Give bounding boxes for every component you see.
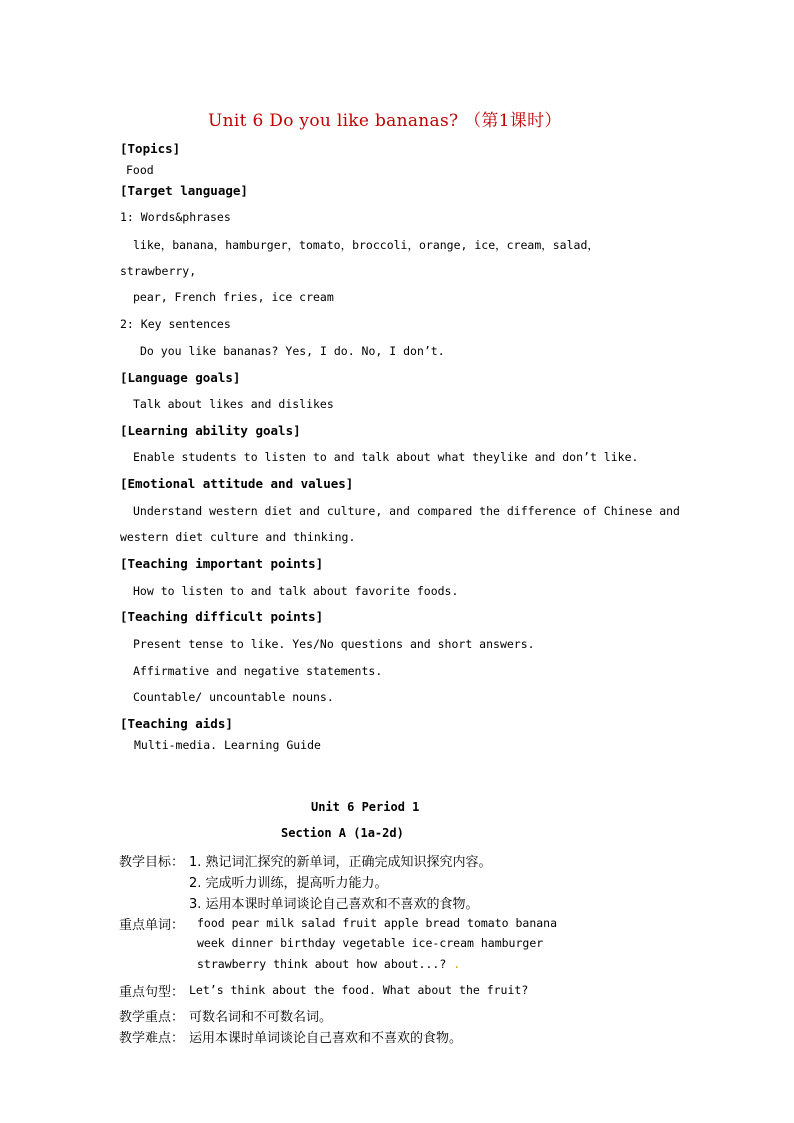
teaching-aids-heading: [Teaching aids] — [120, 716, 233, 731]
key-sentences-label: 重点句型： — [119, 985, 185, 1000]
objective-item-1: 1. 熟记词汇探究的新单词，正确完成知识探究内容。 — [189, 855, 492, 870]
topics-heading: [Topics] — [120, 141, 181, 156]
language-goals-text: Talk about likes and dislikes — [133, 397, 334, 411]
sentences-text: Do you like bananas? Yes, I do. No, I don’t. — [140, 344, 445, 358]
emotional-line-2: western diet culture and thinking. — [120, 530, 356, 544]
difficult-points-heading: [Teaching difficult points] — [120, 609, 324, 624]
key-words-line-3 — [197, 957, 460, 971]
words-line-1: like，banana，hamburger，tomato，broccoli，orange, ice，cream，salad， — [133, 238, 599, 252]
important-points-heading: [Teaching important points] — [120, 556, 324, 571]
emotional-heading: [Emotional attitude and values] — [120, 476, 354, 491]
words-line-2: strawberry, — [120, 264, 197, 278]
key-words-line-3-text: strawberry think about how about...? — [197, 957, 454, 971]
objective-item-3: 3. 运用本课时单词谈论自己喜欢和不喜欢的食物。 — [189, 897, 479, 912]
key-words-line-1: food pear milk salad fruit apple bread tomato banana — [197, 916, 558, 930]
emotional-line-1: Understand western diet and culture, and compared the difference of Chinese and — [133, 504, 680, 518]
objectives-label: 教学目标： — [119, 855, 185, 870]
topics-text: Food — [126, 163, 154, 177]
key-point-label: 教学重点： — [119, 1010, 185, 1025]
difficult-point-label: 教学难点： — [119, 1031, 185, 1046]
target-language-heading: [Target language] — [120, 183, 248, 198]
key-sentences-text: Let’s think about the food. What about the fruit? — [189, 983, 529, 997]
difficult-points-line-3: Countable/ uncountable nouns. — [133, 690, 334, 704]
document-title: Unit 6 Do you like bananas? （第1课时） — [208, 111, 562, 131]
key-words-line-2: week dinner birthday vegetable ice-cream hamburger — [197, 936, 544, 950]
words-line-3: pear, French fries, ice cream — [133, 290, 334, 304]
difficult-points-line-2: Affirmative and negative statements. — [133, 664, 383, 678]
highlight-mark: . — [453, 957, 461, 971]
key-words-label: 重点单词： — [119, 918, 185, 933]
section-title: Section A (1a-2d) — [281, 826, 404, 840]
difficult-points-line-1: Present tense to like. Yes/No questions and short answers. — [133, 637, 535, 651]
sentences-label: 2: Key sentences — [120, 317, 231, 331]
learning-ability-heading: [Learning ability goals] — [120, 423, 301, 438]
difficult-point-text: 运用本课时单词谈论自己喜欢和不喜欢的食物。 — [189, 1031, 463, 1046]
period-title: Unit 6 Period 1 — [311, 800, 420, 814]
language-goals-heading: [Language goals] — [120, 370, 241, 385]
key-point-text: 可数名词和不可数名词。 — [189, 1010, 333, 1025]
teaching-aids-text: Multi-media. Learning Guide — [134, 738, 321, 752]
important-points-text: How to listen to and talk about favorite foods. — [133, 584, 459, 598]
learning-ability-text: Enable students to listen to and talk about what theylike and don’t like. — [133, 450, 639, 464]
words-label: 1: Words&phrases — [120, 210, 231, 224]
objective-item-2: 2. 完成听力训练，提高听力能力。 — [189, 876, 388, 891]
